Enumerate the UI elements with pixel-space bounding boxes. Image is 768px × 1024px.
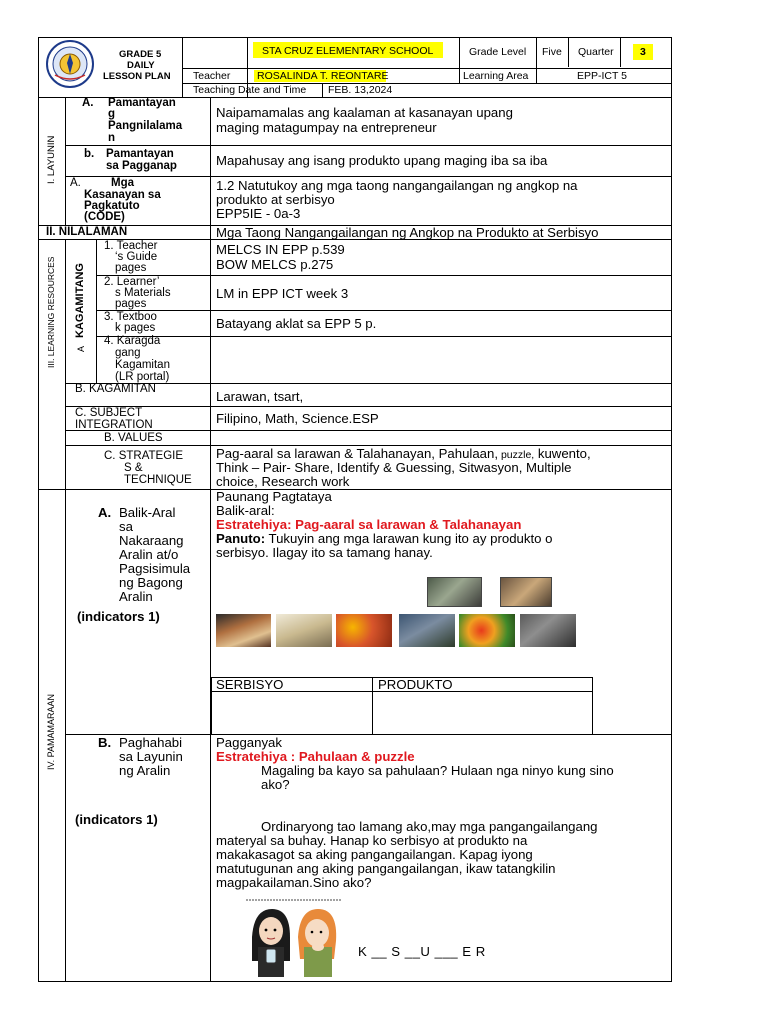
procedure-a-label: Balik-Aral	[119, 505, 176, 520]
puzzle-blanks: K __ S __U ___ E R	[358, 944, 486, 959]
teacher-label: Teacher	[193, 70, 231, 82]
lesson-plan-label: LESSON PLAN	[103, 71, 171, 82]
layunin-a-label: Pangnilalama	[108, 120, 183, 132]
service-photo	[427, 577, 482, 607]
strategies-text: choice, Research work	[216, 474, 350, 489]
layunin-a-letter: A.	[82, 97, 94, 109]
procedure-a-label: Aralin at/o	[119, 547, 179, 562]
kagamitang-side-label: KAGAMITANG	[74, 263, 86, 338]
layunin-b-text: Mapahusay ang isang produkto upang maging iba sa iba	[216, 153, 548, 168]
riddle-question: Magaling ba kayo sa pahulaan? Hulaan nga ninyo kung sino	[261, 763, 614, 778]
service-photo	[216, 614, 271, 647]
learner-materials-label: s Materials	[115, 287, 171, 299]
service-photo	[276, 614, 332, 647]
strategies-text: Think – Pair- Share, Identify & Guessing, Sitwasyon, Multiple	[216, 460, 572, 475]
procedure-a-label: ng Bagong	[119, 575, 183, 590]
product-photo	[459, 614, 515, 647]
panuto-cont: serbisyo. Ilagay ito sa tamang hanay.	[216, 545, 433, 560]
subject-integration-text: Filipino, Math, Science.ESP	[216, 411, 379, 426]
pagganyak: Pagganyak	[216, 735, 282, 750]
teacher-guide-label: ‘s Guide	[115, 251, 158, 263]
grade-label: GRADE 5	[119, 49, 162, 60]
additional-materials-label: 4. Karagda	[104, 335, 161, 347]
layunin-a-text: maging matagumpay na entrepreneur	[216, 120, 437, 135]
service-photo	[500, 577, 552, 607]
indicators-label: (indicators 1)	[75, 812, 158, 827]
layunin-c-text: produkto at serbisyo	[216, 192, 335, 207]
layunin-c-letter: A.	[70, 177, 81, 189]
teacher-guide-text: BOW MELCS p.275	[216, 257, 334, 272]
strategies-label: S &	[124, 462, 143, 474]
teacher-guide-label: pages	[115, 262, 147, 274]
learner-materials-label: 2. Learner’	[104, 276, 160, 288]
nilalaman-label: II. NILALAMAN	[46, 226, 128, 238]
quarter-label: Quarter	[578, 46, 614, 58]
deped-seal-logo	[45, 39, 95, 89]
additional-materials-label: (LR portal)	[115, 371, 170, 383]
procedure-b-label: ng Aralin	[119, 763, 171, 778]
product-photo	[336, 614, 392, 647]
daily-label: DAILY	[127, 60, 155, 71]
column-header-serbisyo: SERBISYO	[216, 677, 284, 692]
layunin-a-label: g	[108, 108, 116, 120]
grade-level-label: Grade Level	[469, 46, 527, 58]
layunin-c-label: Pagkatuto	[84, 200, 140, 212]
textbook-label: 3. Textboo	[104, 311, 157, 323]
procedure-b-label: Paghahabi	[119, 735, 183, 750]
teacher-name: ROSALINDA T. REONTARE	[257, 70, 389, 82]
service-photo	[520, 614, 576, 647]
learner-materials-label: pages	[115, 298, 147, 310]
pamamaraan-side-label: IV. PAMAMARAAN	[46, 693, 56, 770]
riddle-paragraph: materyal sa buhay. Hanap ko serbisyo at produkto na	[216, 833, 528, 848]
strategies-label: C. STRATEGIE	[104, 450, 184, 462]
learning-area-value: EPP-ICT 5	[577, 70, 627, 82]
layunin-c-label: (CODE)	[84, 211, 125, 223]
quarter-value: 3	[640, 46, 646, 58]
riddle-paragraph: makakasagot sa aking pangangailangan. Kapag iyong	[216, 847, 533, 862]
layunin-a-text: Naipamamalas ang kaalaman at kasanayan upang	[216, 105, 513, 120]
resources-side-label: III. LEARNING RESOURCES	[46, 256, 56, 368]
layunin-c-text: 1.2 Natutukoy ang mga taong nangangailangan ng angkop na	[216, 178, 578, 193]
procedure-b-letter: B.	[98, 735, 112, 750]
layunin-c-label: Mga	[111, 177, 134, 189]
school-name: STA CRUZ ELEMENTARY SCHOOL	[262, 45, 434, 57]
layunin-b-letter: b.	[84, 148, 95, 160]
teacher-guide-text: MELCS IN EPP p.539	[216, 242, 345, 257]
riddle-paragraph: magpakailaman.Sino ako?	[216, 875, 372, 890]
layunin-b-label: Pamantayan	[106, 148, 174, 160]
indicators-label: (indicators 1)	[77, 609, 160, 624]
layunin-b-label: sa Pagganap	[106, 160, 177, 172]
procedure-a-label: Nakaraang	[119, 533, 184, 548]
strategies-text: Pag-aaral sa larawan & Talahanayan, Pahulaan, puzzle, kuwento,	[216, 446, 591, 461]
nilalaman-text: Mga Taong Nangangailangan ng Angkop na Produkto at Serbisyo	[216, 225, 599, 240]
layunin-c-label: Kasanayan sa	[84, 189, 161, 201]
learner-materials-text: LM in EPP ICT week 3	[216, 286, 349, 301]
kagamitang-letter: A	[76, 345, 86, 352]
strategy-a: Estratehiya: Pag-aaral sa larawan & Talahanayan	[216, 517, 522, 532]
kagamitan-text: Larawan, tsart,	[216, 389, 304, 404]
procedure-a-label: Pagsisimula	[119, 561, 191, 576]
textbook-label: k pages	[115, 322, 156, 334]
balik-aral: Balik-aral:	[216, 503, 275, 518]
subject-integration-label: C. SUBJECT	[75, 407, 143, 419]
subject-integration-label: INTEGRATION	[75, 419, 153, 431]
column-header-produkto: PRODUKTO	[378, 677, 453, 692]
riddle-question: ako?	[261, 777, 290, 792]
teaching-date-value: FEB. 13,2024	[328, 84, 393, 96]
textbook-text: Batayang aklat sa EPP 5 p.	[216, 316, 377, 331]
grade-level-value: Five	[542, 46, 562, 58]
teaching-date-label: Teaching Date and Time	[193, 84, 307, 96]
strategies-label: TECHNIQUE	[124, 474, 192, 486]
kagamitan-label: B. KAGAMITAN	[75, 383, 156, 395]
paunang-pagtataya: Paunang Pagtataya	[216, 489, 332, 504]
riddle-paragraph: Ordinaryong tao lamang ako,may mga pangangailangang	[261, 819, 598, 834]
additional-materials-label: Kagamitan	[115, 359, 170, 371]
procedure-a-label: Aralin	[119, 589, 153, 604]
learning-area-label: Learning Area	[463, 70, 529, 82]
consumer-cartoon-illustration	[244, 897, 344, 981]
teacher-guide-label: 1. Teacher	[104, 240, 158, 252]
layunin-c-code: EPP5IE - 0a-3	[216, 206, 301, 221]
strategy-b: Estratehiya : Pahulaan & puzzle	[216, 749, 415, 764]
panuto: Panuto: Tukuyin ang mga larawan kung ito ay produkto o	[216, 531, 553, 546]
procedure-b-label: sa Layunin	[119, 749, 183, 764]
values-label: B. VALUES	[104, 432, 163, 444]
layunin-a-label: Pamantayan	[108, 97, 176, 109]
procedure-a-letter: A.	[98, 505, 112, 520]
riddle-paragraph: matutugunan ang aking pangangailangan, ikaw tatangkilin	[216, 861, 556, 876]
layunin-a-label: n	[108, 132, 116, 144]
layunin-side-label: I. LAYUNIN	[46, 135, 57, 184]
additional-materials-label: gang	[115, 347, 141, 359]
procedure-a-label: sa	[119, 519, 133, 534]
service-photo	[399, 614, 455, 647]
